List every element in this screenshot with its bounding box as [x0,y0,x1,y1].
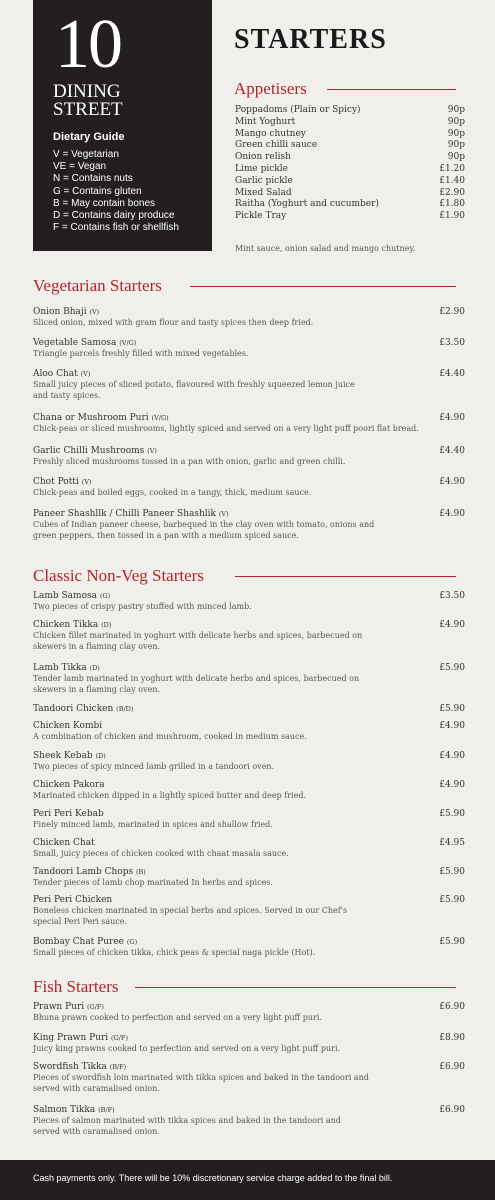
menu-item-price: £5.90 [439,937,465,947]
menu-item-description: Boneless chicken marinated in special herbs and spices. Served in our Chef's [33,906,348,915]
menu-item-description: Cubes of Indian paneer cheese, barbequed in the clay oven with tomato, onions and [33,520,375,529]
menu-item-description: served with caramalised onion. [33,1083,160,1093]
menu-item-name-text: Vegetable Samosa [33,338,117,348]
menu-item-name: Lime pickle [235,164,288,174]
menu-item-name [33,306,99,318]
dietary-tag: (V) [147,447,157,455]
menu-item-name [33,936,137,948]
menu-item-description: and tasty spices. [33,390,101,400]
menu-item-name: Mint Yoghurt [235,116,296,127]
menu-item-name [33,866,146,878]
menu-item-description: Triangle parcels freshly filled with mixed vegetables. [33,349,249,358]
menu-item-name [33,894,112,906]
menu-item-name [33,1032,128,1044]
menu-item-price: £1.80 [439,199,465,210]
menu-item-description: Chick-peas or sliced mushrooms, lightly spiced and served on a very light puff poori flat bread. [33,424,419,433]
logo-number: 10 [55,6,121,83]
menu-item-description: Freshly sliced mushrooms tossed in a pan with onion, garlic and green chilli. [33,457,346,466]
dietary-tag: (D) [95,752,106,760]
menu-item-name: Garlic pickle [235,175,293,186]
dietary-tag: (V/G) [119,339,137,347]
section-title-fish: Fish Starters [33,977,119,996]
dietary-tag: (V) [81,478,92,486]
menu-item-description: Small pieces of chicken tikka, chick peas & special naga pickle (Hot). [33,948,316,957]
menu-item-description: Bhuna prawn cooked to perfection and served on a very light puff puri. [33,1013,322,1022]
dietary-guide-item: V = Vegetarian [53,149,119,160]
menu-item-name-text: Sheek Kebab [33,751,93,761]
dietary-guide-item: D = Contains dairy produce [53,210,175,222]
menu-item-price: £1.20 [439,164,465,174]
menu-item-name-text: Peri Peri Chicken [33,895,113,905]
menu-item-price: 90p [447,116,465,127]
menu-item-name: Poppadoms (Plain or Spicy) [235,105,361,115]
menu-item-price: £4.90 [439,509,465,519]
menu-item-price: £5.90 [439,663,465,673]
menu-item-name-text: Chana or Mushroom Puri [33,413,149,423]
menu-item-description: Chicken fillet marinated in yoghurt with delicate herbs and spices, barbecued on [33,631,363,640]
menu-item-name-text: Tandoori Lamb Chops [33,867,134,877]
section-title-appetisers: Appetisers [234,79,307,98]
menu-item-description: Two pieces of crispy pastry stuffed with minced lamb. [33,602,252,611]
footer-bar [0,1160,495,1200]
menu-item-name: Green chilli sauce [235,140,318,151]
dietary-tag: (D) [89,664,100,672]
section-rule-nonveg [235,576,456,577]
menu-item-name-text: Chicken Pakora [33,780,105,790]
menu-item-description: A combination of chicken and mushroom, cooked in medium sauce. [33,732,307,741]
menu-item-name: Raitha (Yoghurt and cucumber) [235,199,379,210]
menu-item-price: £4.90 [439,780,465,790]
menu-item-price: £5.90 [439,809,465,819]
menu-item-name [33,662,100,674]
menu-item-name [33,337,136,349]
menu-item-description: Two pieces of spicy minced lamb grilled in a tandoori oven. [33,762,275,771]
dietary-tag: (B/F) [109,1063,127,1071]
menu-item-price: 90p [447,152,465,163]
menu-item-price: £6.90 [439,1105,465,1115]
section-title-veg: Vegetarian Starters [33,276,162,295]
dietary-guide-item: N = Contains nuts [53,173,133,185]
menu-item-name [33,590,110,602]
menu-item-name [33,1104,115,1116]
menu-item-name [33,476,91,488]
menu-item-price: £5.90 [439,895,465,905]
menu-item-description: served with caramalised onion. [33,1126,160,1136]
menu-item-price: 90p [447,140,465,151]
dietary-guide-item: VE = Vegan [53,161,107,173]
menu-item-price: £4.40 [439,369,465,379]
menu-item-price: £4.90 [439,620,465,630]
menu-item-price: £1.90 [439,211,465,222]
menu-item-name-text: Onion Bhaji [33,307,87,317]
section-title-nonveg: Classic Non-Veg Starters [33,566,204,585]
menu-item-name: Pickle Tray [235,211,287,222]
menu-item-description: Tender lamb marinated in yoghurt with delicate herbs and spices, barbecued on [33,674,360,683]
dietary-tag: (G) [99,592,111,600]
menu-item-price: £5.90 [439,867,465,877]
menu-item-description: skewers in a flaming clay oven. [33,684,161,694]
menu-item-price: £4.40 [439,446,465,456]
dietary-tag: (B/D) [116,705,134,713]
menu-item-name [33,508,229,520]
menu-item-price: 90p [447,105,465,115]
dietary-tag: (G/F) [111,1034,128,1042]
menu-item-name [33,720,102,732]
menu-item-description: Pieces of swordfish loin marinated with tikka spices and baked in the tandoori and [33,1073,369,1082]
menu-item-description: Finely minced lamb, marinated in spices and shallow fried. [33,820,273,829]
menu-item-name: Mixed Salad [235,187,292,198]
menu-item-price: £2.90 [439,307,465,317]
menu-item-price: £4.90 [439,477,465,487]
section-rule-veg [190,286,456,287]
menu-item-price: £6.90 [439,1062,465,1072]
dietary-tag: (V) [218,510,229,518]
dietary-tag: (V) [89,308,100,316]
menu-item-name [33,1061,126,1073]
section-rule-appetisers [327,89,456,90]
dietary-guide-item: G = Contains gluten [53,185,142,197]
dietary-guide-title: Dietary Guide [53,131,125,143]
menu-item-price: £5.90 [439,704,465,714]
menu-item-description: special Peri Peri sauce. [33,916,128,926]
menu-item-description: Pieces of salmon marinated with tikka spices and baked in the tandoori and [33,1116,341,1125]
menu-item-name-text: Peri Peri Kebab [33,809,104,819]
menu-item-description: Small, juicy pieces of chicken cooked with chaat masala sauce. [33,849,289,858]
menu-item-price: £3.50 [439,338,465,348]
page-title: STARTERS [234,24,387,55]
menu-item-name-text: Swordfish Tikka [33,1062,107,1072]
menu-item-name-text: Chicken Chat [33,838,95,848]
menu-item-name-text: Lamb Samosa [33,591,97,601]
menu-item-price: £4.95 [439,838,465,848]
dietary-tag: (G) [126,938,138,946]
menu-item-description: skewers in a flaming clay oven. [33,641,161,651]
logo-line1: DINING [53,81,121,102]
menu-item-description: Tender pieces of lamb chop marinated In herbs and spices. [33,878,273,887]
menu-item-price: £3.50 [439,591,465,601]
menu-item-name-text: Prawn Puri [33,1002,85,1012]
dietary-tag: (B) [135,868,146,876]
menu-item-name [33,808,104,820]
menu-item-price: 90p [447,128,465,139]
dietary-tag: (D) [101,621,112,629]
dietary-tag: (B/F) [98,1106,115,1114]
menu-item-price: £1.40 [439,175,465,186]
menu-item-name-text: Chot Potti [33,477,79,487]
menu-item-description: Sliced onion, mixed with gram flour and tasty spices then deep fried. [33,318,314,327]
menu-item-name [33,779,105,791]
menu-item-name-text: Tandoori Chicken [33,704,114,714]
logo-line2: STREET [53,99,123,120]
dietary-tag: (V) [80,370,91,378]
menu-item-description: Juicy king prawns cooked to perfection and served on a very light puff puri. [33,1044,341,1053]
menu-item-description: Small juicy pieces of sliced potato, flavoured with freshly squeezed lemon juice [33,380,355,389]
menu-item-name [33,368,90,380]
menu-item-name-text: Salmon Tikka [33,1105,96,1115]
menu-item-name [33,703,133,715]
menu-item-price: £8.90 [439,1033,465,1043]
menu-item-name [33,619,111,631]
dietary-guide [53,130,179,234]
menu-item-price: £2.90 [439,187,465,198]
menu-item-price: £4.90 [439,751,465,761]
menu-item-name-text: Chicken Kombi [33,721,103,731]
logo-panel [33,0,212,251]
footer-note: Cash payments only. There will be 10% discretionary service charge added to the final bill. [33,1173,393,1183]
menu-item-name: Mango chutney [235,128,306,139]
menu-item-price: £4.90 [439,413,465,423]
menu-item-name-text: Lamb Tikka [33,663,87,673]
menu-item-description: green peppers, then tossed in a pan with a medium spiced sauce. [33,530,299,540]
dietary-tag: (G/F) [87,1003,104,1011]
dietary-tag: (V/G) [151,414,169,422]
menu-item-name-text: Aloo Chat [33,369,78,379]
appetisers-note: Mint sauce, onion salad and mango chutney. [235,244,416,253]
menu-item-name-text: Chicken Tikka [33,620,99,630]
dietary-guide-list [53,149,179,234]
menu-item-description: Marinated chicken dipped in a lightly spiced butter and deep fried. [33,791,306,800]
menu-item-name-text: Bombay Chat Puree [33,937,124,947]
section-rule-fish [135,987,456,988]
menu-item-name-text: King Prawn Puri [33,1033,109,1043]
menu-item-name [33,837,95,849]
menu-item-price: £4.90 [439,721,465,731]
menu-item-price: £6.90 [439,1002,465,1012]
menu-item-name: Onion relish [235,152,291,163]
menu-item-name [33,412,169,424]
menu-item-name [33,750,106,762]
dietary-guide-item: B = May contain bones [53,197,156,209]
menu-item-name-text: Garlic Chilli Mushrooms [33,446,145,456]
menu-item-name [33,445,157,457]
menu-item-name [33,1001,104,1013]
menu-item-description: Chick-peas and boiled eggs, cooked in a tangy, thick, medium sauce. [33,488,312,497]
dietary-guide-item: F = Contains fish or shellfish [53,222,179,234]
menu-item-name-text: Paneer Shashllk / Chilli Paneer Shashlik [33,509,216,519]
